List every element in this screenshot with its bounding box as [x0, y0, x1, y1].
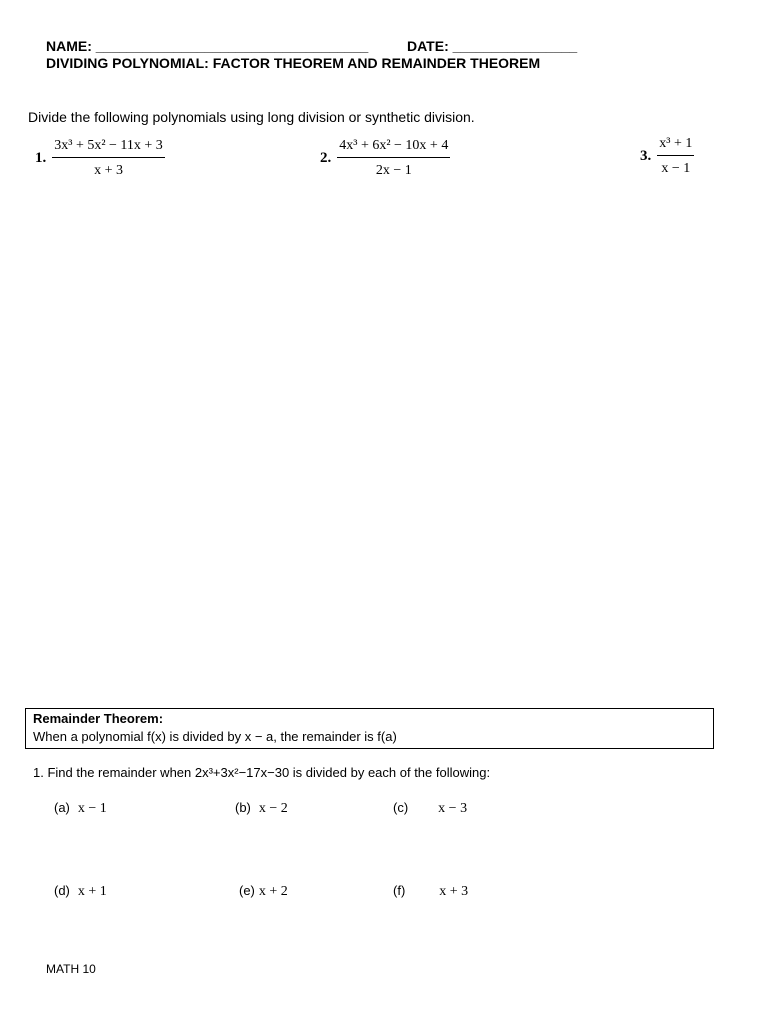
- question-prompt: 1. Find the remainder when 2x³+3x²−17x−30 is divided by each of the following:: [33, 765, 491, 780]
- name-field-label: NAME: ___________________________________: [46, 38, 369, 54]
- problem-number: 1.: [35, 150, 47, 166]
- numerator: 3x³ + 5x² − 11x + 3: [52, 138, 165, 158]
- problem-number: 2.: [320, 150, 332, 166]
- numerator: 4x³ + 6x² − 10x + 4: [337, 138, 450, 158]
- option-expression: x − 3: [438, 801, 468, 816]
- date-field-label: DATE: ________________: [407, 38, 578, 54]
- option-b: [235, 800, 288, 817]
- denominator: x − 1: [661, 161, 691, 176]
- worksheet-title: DIVIDING POLYNOMIAL: FACTOR THEOREM AND REMAINDER THEOREM: [46, 55, 541, 71]
- option-expression: x + 1: [77, 884, 107, 899]
- option-expression: x − 1: [77, 801, 107, 816]
- problem-2: [320, 138, 450, 179]
- option-e: [239, 883, 288, 900]
- remainder-theorem-text: When a polynomial f(x) is divided by x − a, the remainder is f(a): [33, 729, 397, 744]
- option-d: [54, 883, 107, 900]
- option-label: (f): [393, 883, 406, 898]
- option-expression: x + 2: [258, 884, 288, 899]
- problem-3: [640, 136, 694, 177]
- option-expression: x − 2: [258, 801, 288, 816]
- fraction: [337, 138, 450, 179]
- remainder-theorem-title: Remainder Theorem:: [33, 711, 164, 726]
- option-label: (c): [393, 800, 409, 815]
- option-label: (b): [235, 800, 251, 815]
- option-label: (d): [54, 883, 70, 898]
- instructions: Divide the following polynomials using long division or synthetic division.: [28, 109, 475, 125]
- option-label: (e): [239, 883, 255, 898]
- remainder-theorem-box: [25, 708, 714, 749]
- fraction: [52, 138, 165, 179]
- course-footer: MATH 10: [46, 962, 96, 976]
- option-a: [54, 800, 107, 817]
- option-expression: x + 3: [439, 884, 469, 899]
- option-c: [393, 800, 467, 817]
- problem-1: [35, 138, 165, 179]
- fraction: [657, 136, 694, 177]
- problem-number: 3.: [640, 148, 652, 164]
- option-f: [393, 883, 468, 900]
- denominator: x + 3: [94, 163, 123, 178]
- option-label: (a): [54, 800, 70, 815]
- numerator: x³ + 1: [657, 136, 694, 156]
- denominator: 2x − 1: [375, 163, 412, 178]
